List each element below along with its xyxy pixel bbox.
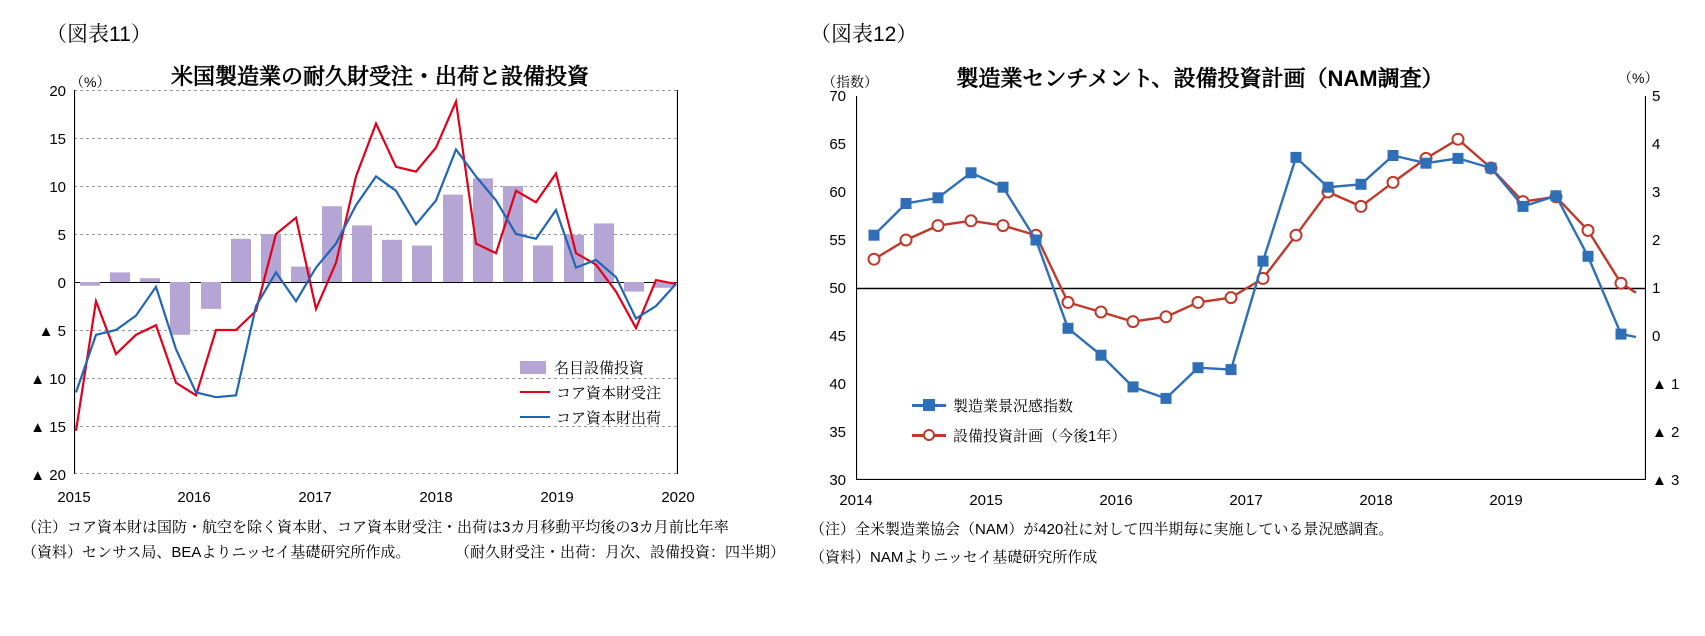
- legend-item-sentiment: [912, 396, 1126, 414]
- chart-title-right: 製造業センチメント、設備投資計画（NAM調査）: [956, 66, 1444, 91]
- y-tick-right-R0: 5: [1652, 88, 1661, 105]
- line-sentiment-right: [874, 156, 1636, 399]
- x-tick-right-0: 2014: [839, 492, 873, 509]
- x-tick-left-2: 2017: [298, 489, 332, 506]
- legend-marker-sentiment-icon: [912, 398, 946, 412]
- x-tick-right-5: 2019: [1489, 492, 1523, 509]
- x-tick-right-2: 2016: [1099, 492, 1133, 509]
- y-tick-right-L1: 65: [829, 136, 846, 153]
- y-axis-unit-left: （%）: [70, 74, 111, 90]
- y-tick-right-L4: 50: [829, 280, 846, 297]
- x-tick-left-1: 2016: [177, 489, 211, 506]
- legend-item-capex: [520, 358, 661, 376]
- y-tick-left-8: ▲ 20: [30, 467, 66, 484]
- legend-label-sentiment: 製造業景況感指数: [953, 397, 1074, 415]
- y-tick-right-R6: ▲ 1: [1652, 376, 1680, 393]
- legend-marker-capex-plan-icon: [912, 428, 946, 442]
- legend-label-capex: 名目設備投資: [554, 359, 645, 377]
- note-left-2: （資料）センサス局、BEAよりニッセイ基礎研究所作成。: [22, 544, 411, 561]
- y-tick-left-5: ▲ 5: [38, 323, 66, 340]
- markers-capex-plan-right: [869, 134, 1627, 327]
- y-tick-right-R3: 2: [1652, 232, 1661, 249]
- note-left-right: （耐久財受注・出荷：月次、設備投資：四半期）: [455, 544, 786, 561]
- figure-label-right: （図表12）: [810, 23, 918, 46]
- y-tick-left-2: 10: [49, 179, 66, 196]
- x-tick-right-4: 2018: [1359, 492, 1393, 509]
- x-tick-left-4: 2019: [540, 489, 574, 506]
- line-capex-plan-right: [874, 139, 1636, 321]
- legend-item-orders: [520, 383, 661, 401]
- y-tick-right-L3: 55: [829, 232, 846, 249]
- x-tick-left-5: 2020: [661, 489, 695, 506]
- y-tick-left-3: 5: [57, 227, 66, 244]
- y-tick-right-L2: 60: [829, 184, 846, 201]
- y-tick-left-6: ▲ 10: [30, 371, 66, 388]
- y-axis-unit-left-right: （指数）: [822, 74, 878, 90]
- x-tick-left-0: 2015: [57, 489, 91, 506]
- chart-title-left: 米国製造業の耐久財受注・出荷と設備投資: [170, 64, 589, 89]
- chart-panel-right: [800, 0, 1705, 636]
- markers-sentiment-right: [869, 150, 1627, 404]
- y-tick-right-L7: 35: [829, 424, 846, 441]
- y-tick-right-L0: 70: [829, 88, 846, 105]
- y-tick-right-R2: 3: [1652, 184, 1661, 201]
- legend-left: [520, 358, 661, 433]
- note-right-2: （資料）NAMよりニッセイ基礎研究所作成: [810, 549, 1098, 566]
- y-tick-right-R1: 4: [1652, 136, 1661, 153]
- x-tick-left-3: 2018: [419, 489, 453, 506]
- legend-item-capex-plan: [912, 426, 1126, 444]
- y-tick-right-L6: 40: [829, 376, 846, 393]
- chart-panel-left: [0, 0, 800, 636]
- y-tick-right-L5: 45: [829, 328, 846, 345]
- x-tick-right-3: 2017: [1229, 492, 1263, 509]
- figure-label-left: （図表11）: [46, 23, 152, 46]
- legend-label-shipments: コア資本財出荷: [556, 409, 662, 427]
- note-right-1: （注）全米製造業協会（NAM）が420社に対して四半期毎に実施している景況感調査。: [810, 521, 1394, 538]
- legend-label-capex-plan: 設備投資計画（今後1年）: [953, 427, 1127, 445]
- legend-label-orders: コア資本財受注: [556, 384, 662, 402]
- y-axis-unit-right-right: （%）: [1618, 70, 1659, 86]
- y-tick-left-1: 15: [49, 131, 66, 148]
- y-tick-right-L8: 30: [829, 472, 846, 489]
- legend-right: [912, 396, 1126, 451]
- note-left-1: （注）コア資本財は国防・航空を除く資本財、コア資本財受注・出荷は3カ月移動平均後の3カ月前比年率: [22, 519, 729, 536]
- y-tick-right-R7: ▲ 2: [1652, 424, 1680, 441]
- y-tick-right-R4: 1: [1652, 280, 1661, 297]
- y-tick-left-0: 20: [49, 83, 66, 100]
- legend-line-orders-icon: [520, 391, 550, 393]
- y-tick-right-R5: 0: [1652, 328, 1661, 345]
- y-tick-left-7: ▲ 15: [30, 419, 66, 436]
- legend-swatch-capex-icon: [520, 361, 546, 374]
- legend-line-shipments-icon: [520, 416, 550, 418]
- x-tick-right-1: 2015: [969, 492, 1003, 509]
- bars-nominal-capex-left: [80, 178, 674, 335]
- y-tick-left-4: 0: [57, 275, 66, 292]
- legend-item-shipments: [520, 408, 661, 426]
- y-tick-right-R8: ▲ 3: [1652, 472, 1680, 489]
